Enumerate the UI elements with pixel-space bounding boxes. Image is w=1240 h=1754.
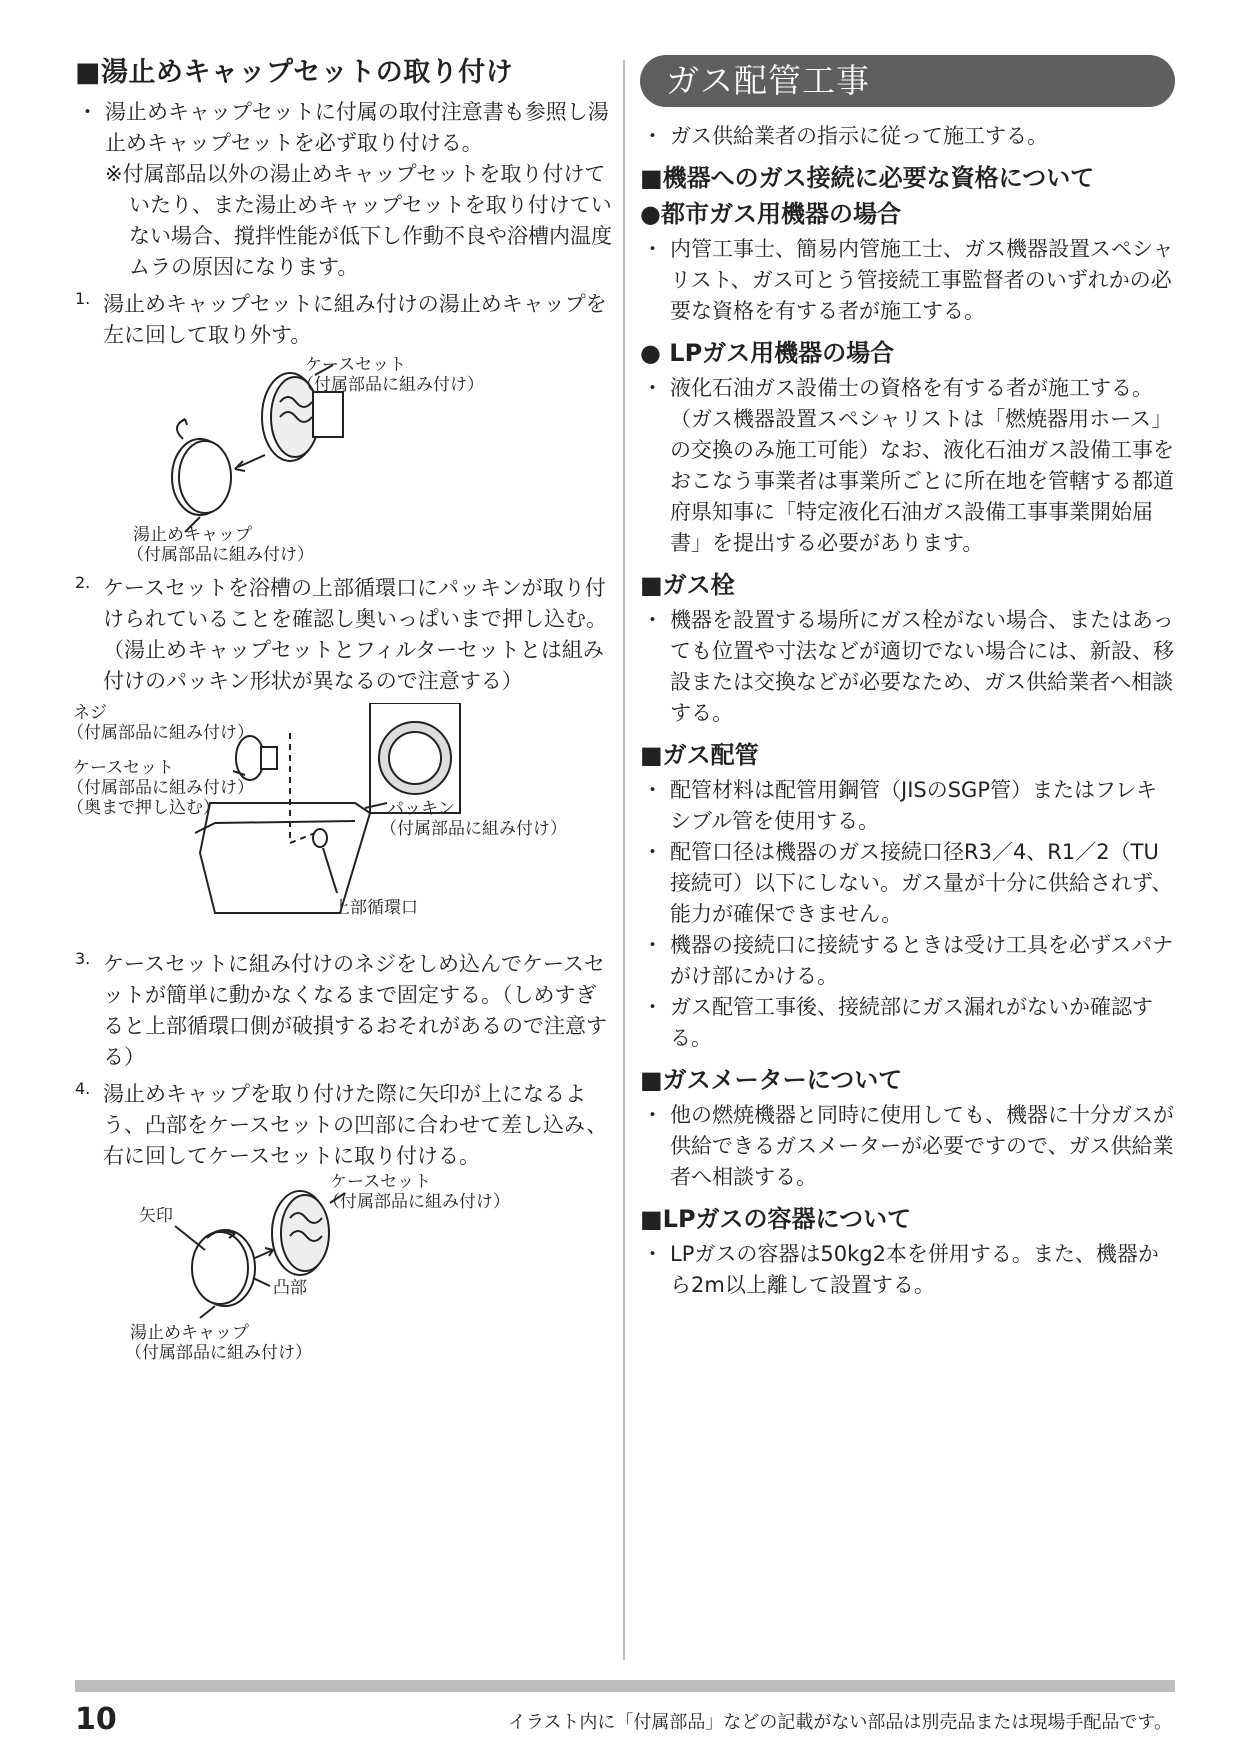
qualification-heading: ■機器へのガス接続に必要な資格について <box>640 164 1095 192</box>
step-text: 湯止めキャップを取り付けた際に矢印が上になるよう、凸部をケースセットの凹部に合わせて差し込み、右に回してケースセットに取り付ける。 <box>103 1082 608 1168</box>
fig2-packing-label: パッキン <box>387 799 455 819</box>
cap-set-note: ※付属部品以外の湯止めキャップセットを取り付けていたり、また湯止めキャップセットを取り付けていない場合、撹拌性能が低下し作動不良や浴槽内温度ムラの原因になります。 <box>105 162 612 279</box>
fig2-screw-label: ネジ <box>73 703 107 723</box>
step-text: ケースセットに組み付けのネジをしめ込んでケースセットが簡単に動かなくなるまで固定する。（しめすぎると上部循環口側が破損するおそれがあるので注意する） <box>103 952 607 1069</box>
footer-bar <box>75 1680 1175 1692</box>
step-2 <box>75 573 615 697</box>
step-3 <box>75 949 615 1073</box>
fig3-case-set-label: ケースセット <box>330 1172 432 1192</box>
fig2-inlet-label: 上部循環口 <box>333 898 418 918</box>
gas-pipe-heading: ■ガス配管 <box>640 741 759 769</box>
fig1-cap-label: 湯止めキャップ <box>133 525 252 545</box>
fig1-case-set-sub: （付属部品に組み付け） <box>297 375 484 395</box>
fig3-case-set-sub: （付属部品に組み付け） <box>323 1192 510 1212</box>
footer-note: イラスト内に「付属部品」などの記載がない部品は別売品または現場手配品です。 <box>507 1712 1172 1733</box>
pipe-item: ・ 配管口径は機器のガス接続口径R3／4、R1／2（TU接続可）以下にしない。ガス量が十分に供給されず、能力が確保できません。 <box>640 837 1175 930</box>
figure-cap-attach <box>75 1172 615 1378</box>
gas-piping-banner: ガス配管工事 <box>640 55 1175 107</box>
lp-container-text: ・ LPガスの容器は50kg2本を併用する。また、機器から2m以上離して設置する。 <box>640 1239 1175 1301</box>
step-4 <box>75 1079 615 1172</box>
gas-meter-text: ・ 他の燃焼機器と同時に使用しても、機器に十分ガスが供給できるガスメーターが必要ですので、ガス供給業者へ相談する。 <box>640 1100 1175 1193</box>
fig2-case-set-sub: （付属部品に組み付け） <box>67 778 254 798</box>
cap-set-heading: ■湯止めキャップセットの取り付け <box>75 57 514 88</box>
figure-case-install <box>65 703 615 943</box>
fig2-case-set-sub2: （奥まで押し込む） <box>67 798 220 818</box>
fig2-screw-sub: （付属部品に組み付け） <box>67 723 254 743</box>
fig2-case-set-label: ケースセット <box>73 758 175 778</box>
step-number: 2. <box>75 573 91 592</box>
step-number: 4. <box>75 1079 91 1098</box>
fig1-cap-sub: （付属部品に組み付け） <box>127 545 314 565</box>
step-number: 3. <box>75 949 91 968</box>
right-column <box>640 55 1175 1301</box>
city-gas-text: ・ 内管工事士、簡易内管施工士、ガス機器設置スペシャリスト、ガス可とう管接続工事監督者のいずれかの必要な資格を有する者が施工する。 <box>640 234 1175 327</box>
fig3-convex-label: 凸部 <box>273 1278 307 1298</box>
gas-valve-heading: ■ガス栓 <box>640 571 735 599</box>
lp-gas-heading: ● LPガス用機器の場合 <box>640 339 895 367</box>
fig1-case-set-label: ケースセット <box>305 355 407 375</box>
left-column <box>67 55 615 1384</box>
cap-set-bullet: ・ 湯止めキャップセットに付属の取付注意書も参照し湯止めキャップセットを必ず取り付ける。 <box>75 97 615 159</box>
pipe-item: ・ 機器の接続口に接続するときは受け工具を必ずスパナがけ部にかける。 <box>640 930 1175 992</box>
fig2-packing-sub: （付属部品に組み付け） <box>380 819 567 839</box>
pipe-item: ・ 配管材料は配管用鋼管（JISのSGP管）またはフレキシブル管を使用する。 <box>640 775 1175 837</box>
gas-valve-text: ・ 機器を設置する場所にガス栓がない場合、またはあっても位置や寸法などが適切でない場合には、新設、移設または交換などが必要なため、ガス供給業者へ相談する。 <box>640 605 1175 729</box>
step-text: 湯止めキャップセットに組み付けの湯止めキャップを左に回して取り外す。 <box>103 292 607 347</box>
step-1 <box>75 289 615 351</box>
column-divider <box>623 60 625 1660</box>
figure-cap-removal <box>75 357 615 567</box>
gas-meter-heading: ■ガスメーターについて <box>640 1066 903 1094</box>
lp-gas-text: ・ 液化石油ガス設備士の資格を有する者が施工する。（ガス機器設置スペシャリストは「燃焼器用ホース」の交換のみ施工可能）なお、液化石油ガス設備工事をおこなう事業者は事業所ごとに所在地を管轄する都道府県知事に「特定液化石油ガス設備工事事業開始届書」を提出する必要があります。 <box>640 373 1175 559</box>
step-number: 1. <box>75 289 91 308</box>
fig3-cap-label: 湯止めキャップ <box>130 1323 249 1343</box>
lp-container-heading: ■LPガスの容器について <box>640 1205 912 1233</box>
city-gas-heading: ●都市ガス用機器の場合 <box>640 200 901 228</box>
fig3-cap-sub: （付属部品に組み付け） <box>125 1343 312 1363</box>
page-number: 10 <box>75 1702 117 1737</box>
fig3-arrow-label: 矢印 <box>139 1206 173 1226</box>
step-text: ケースセットを浴槽の上部循環口にパッキンが取り付けられていることを確認し奥いっぱいまで押し込む。（湯止めキャップセットとフィルターセットとは組み付けのパッキン形状が異なるので注意する） <box>103 576 607 693</box>
gas-intro: ・ ガス供給業者の指示に従って施工する。 <box>640 121 1175 152</box>
pipe-item: ・ ガス配管工事後、接続部にガス漏れがないか確認する。 <box>640 992 1175 1054</box>
